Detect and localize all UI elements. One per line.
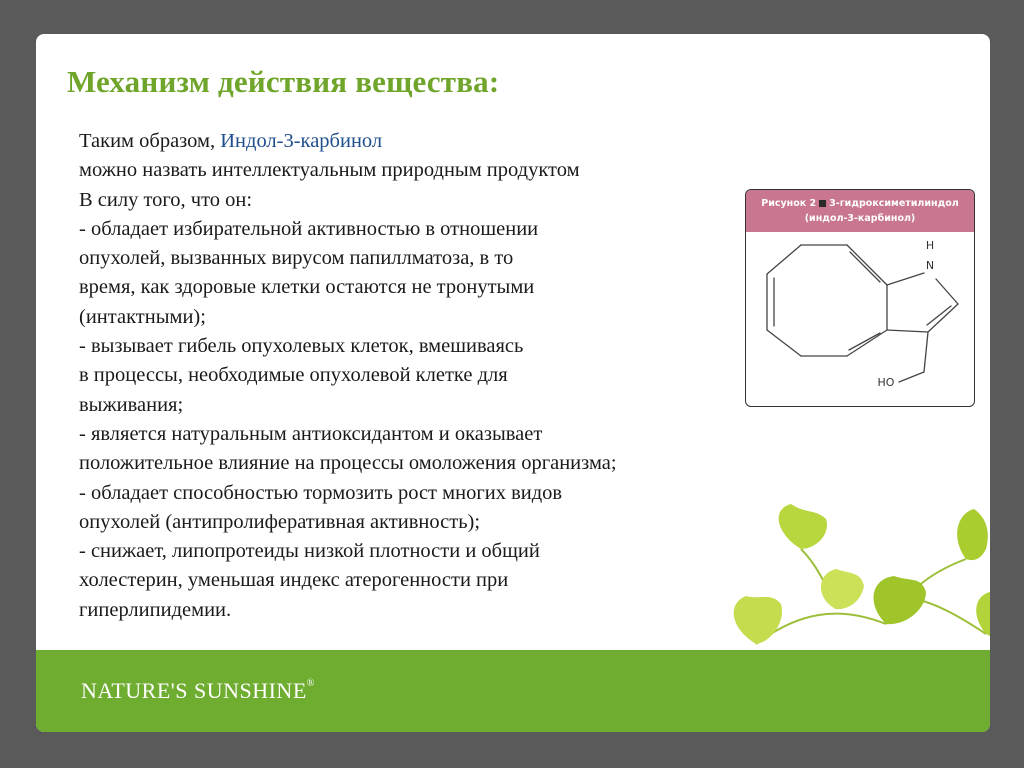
molecule-structure [746, 232, 974, 406]
brand-name: NATURE'S SUNSHINE [81, 678, 307, 703]
ring-bond [847, 245, 887, 285]
figure-caption: 3-гидроксиметилиндол [829, 198, 959, 209]
ring-bond [928, 304, 958, 332]
double-bond [849, 333, 880, 350]
body-line: - вызывает гибель опухолевых клеток, вмешиваясь [79, 335, 524, 358]
body-line: в процессы, необходимые опухолевой клетке для [79, 364, 508, 387]
ring-bond [847, 330, 887, 356]
body-line: (интактными); [79, 305, 206, 328]
body-line: гиперлипидемии. [79, 598, 232, 621]
figure-caption-row [746, 196, 974, 211]
figure-subcaption: (индол-3-карбинол) [804, 213, 916, 224]
ring-bond [767, 245, 801, 274]
ring-bond [887, 273, 924, 285]
substituent-bond [924, 332, 928, 372]
structure-figure [745, 189, 975, 407]
body-text [79, 127, 779, 625]
ginkgo-leaves-image [716, 504, 990, 654]
separator-icon [819, 200, 826, 207]
body-line: - снижает, липопротеиды низкой плотности и общий [79, 540, 540, 563]
slide-title: Механизм действия вещества: [67, 64, 500, 99]
ring-bond [767, 330, 801, 356]
registered-mark: ® [306, 678, 315, 689]
body-line: выживания; [79, 393, 184, 416]
body-line: положительное влияние на процессы омоложения организма; [79, 452, 617, 475]
ring-bond [936, 279, 958, 304]
body-line: - обладает избирательной активностью в отношении [79, 217, 539, 240]
footer-bar [36, 650, 990, 732]
atom-h: H [925, 239, 935, 252]
body-line: опухолей, вызванных вирусом папиллматоза, в то [79, 247, 514, 270]
atom-n: N [925, 259, 935, 272]
atom-ho: HO [877, 376, 895, 389]
intro-prefix: Таким образом, [79, 130, 221, 152]
body-line: холестерин, уменьшая индекс атерогенности при [79, 569, 509, 592]
substituent-bond [899, 372, 924, 382]
body-line: можно назвать интеллектуальным природным продуктом [79, 159, 580, 182]
figure-header [746, 190, 974, 232]
slide [36, 34, 990, 732]
body-line: В силу того, что он: [79, 188, 253, 211]
body-line: время, как здоровые клетки остаются не тронутыми [79, 276, 535, 299]
double-bond [850, 252, 880, 282]
ring-bond [887, 330, 928, 332]
intro-line [79, 127, 779, 156]
body-line: - является натуральным антиоксидантом и оказывает [79, 422, 543, 445]
figure-label: Рисунок 2 [761, 198, 817, 209]
compound-name: Индол-3-карбинол [220, 130, 383, 152]
body-line: опухолей (антипролиферативная активность); [79, 510, 481, 533]
brand-logo [81, 678, 315, 704]
body-line: - обладает способностью тормозить рост многих видов [79, 481, 563, 504]
